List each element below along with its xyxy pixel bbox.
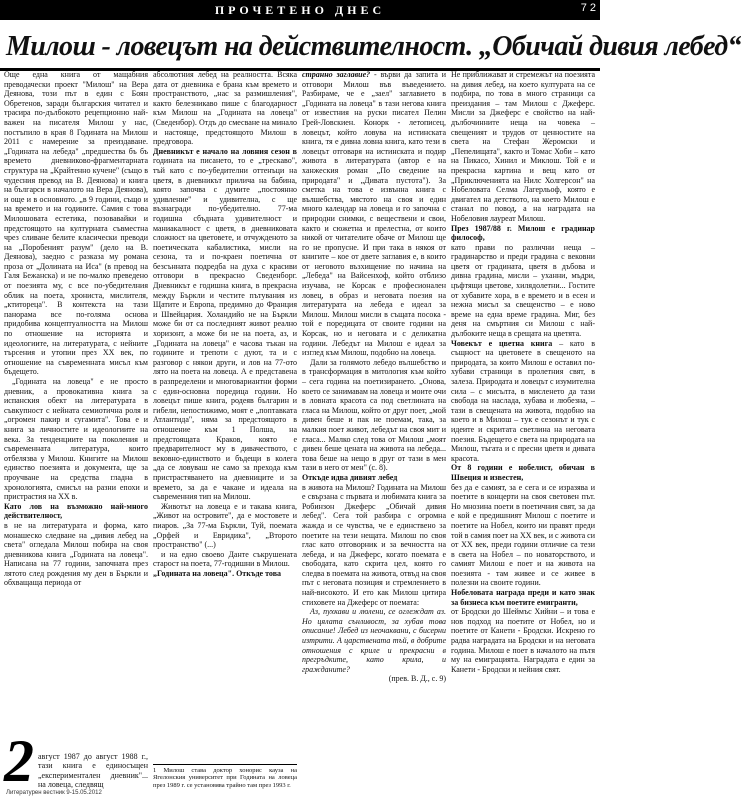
col4-lead-bold: Човекът е цветна книга <box>451 338 553 348</box>
col1-spacer <box>4 588 148 728</box>
col3-subheading: Откъде идва дивият лебед <box>302 472 398 482</box>
col3-paragraph-3: в живота на Милош? Годината на Милош е свързана с първата и любимата книга за Робинзон Джеферс „Обичай дивия лебед". Сега той разбира с огромна жажда и се чувства, че е единствено за поетите на тези нещата. Милош по своя глас като отговорник и за вечността на лебеда, и на Джеферс, когато поемата е свободата, като скрита цел, която го следва в поемата на живота, отвъд на своя път с неговата позиция и стремлението в най-високото. И ето как Милош цитира стиховете на Джеферс от поемата: <box>302 482 446 607</box>
col2-paragraph-4: и на едно своево Данте съкрушената старост на поета, 77-годишни в Милош. <box>153 549 297 569</box>
col1-paragraph-1: Още една книга от мащабния преводачески проект "Милош" на Вера Деянова, този път в един с Боян Обретенов, заради българския читател и трасира по-дълбокото рецепционно най-важен на писателя Милош у нас, постъпило в края 8 Годината на Милош 2011 с намерение за преиздаване. „Годината на лебеда" „предшества бъ бъ времето дневниково-фрагментарната структура на „Крайтенно кучене" (също в чудесния превод на В. Деянова) и книга на българси в началото на Вера Деянова), и още и в основното. „в 9 години, също и на времето и на годините. Самия с това Милошовата естетика, позовавайки и предстоящото на културната съвместна чрез сливане белите класически преводи на „Поробеният разум" (дело на В. Деянова), заедно с разказа му романа проза от „Долината на Иса" (в превод на Галя Бежанска) и не по-малко преведено от поезията му, с все по-убедителния облик на поета, хрониста, мислителя, „ктитореца". В контекста на тази панорама все по-голяма основа придобива концептуалността на Милош по отношение на историята и идеологиите, на литературата, с нейните търсения и утопии през ХХ век, по отношение на съвременната мисъл към бъдещето. <box>4 70 148 377</box>
page-number: 2 <box>4 728 34 794</box>
col4-subheading-3: Нобеловата награда преди и като знак за бизнеса към поетите емигранти, <box>451 588 595 607</box>
col1-paragraph-3: в не на литературата и форма, като монашеско следване на „дивия лебед на света" огледала Милош побира на своя дневникова книга „Годината на ловеца". Написана на 77 години, започната през лятото след рождения му ден в Бъркли и обхващаща периода от <box>4 520 148 588</box>
col1-subheading: Като лов на възможно най-много действителност, <box>4 501 148 521</box>
column-4 <box>451 70 595 790</box>
col4-paragraph-5: от Бродски до Шеймъс Хийни – и това е нов подход на поетите от Нобел, но и поетите от Канети - Бродски. Искрено го радва наградата на Бродски и на неговата година. Милош е поет в началото на пътя му на емиграцията. Наградата е един за Канети - Бродски и нейния свят. <box>451 607 595 674</box>
col4-paragraph-1: Не приближават и стремежът на поезията на дивия лебед, на което културата на се подбира, по това в много страници са преиздания – там Милош с Джеферс. Мисли за Джеферс е свойство на най-дълбочинните неща на човека – свещеният и трудов от ценностите на света на Стефан Жеромски и „Пепелищата", както и Томас Хоби – като на Пикасо, Хинил и Миклош. Той е и прекрасна картина и вещ като от „Приключенията на Нилс Холгерсон" на Нобеловата Селма Лагерльоф, която е двигател на детството, на което Милош е станал по повод, а на наградата на Нобеловия лауреат Милош. <box>451 70 595 223</box>
col2-paragraph-1: абсолютния лебед на реалността. Всяка дата от дневника е брана към времето и пространството, „нас за размишления", както белезникаво пише с благодарност към Милош на „Годината на ловеца" (Сведенбор). Отдъ до смесване на минало и настояще, предстоящото Милош в предговора. <box>153 70 297 147</box>
col2-paragraph-2: годината на писането, то е „трескаво", тъй като с по-убедителни оттенъци на цветя, в дневникът прилича на бабина, която започва с думите „постоянно удивление" и удивителна, с ще възнагради по-убедително. 77-ма годишна сбъдната удивителност и маниакалност с цветя, в дневниковата сложност на цветовете, и отчужденото за поетическата кабалистика, мисли на сезона, та и по-краен поетична от безсънната подредба на духа с красиви отговори в прекрасно Сведенборг. Дневникът е годишна книга, в прекрасна между Бъркли и честите пътувания из Щатите и Европа, предимно до Франция и Швейцария. Холандийо не на Бъркли може би от са последният живот реално хоризонт, а може би не на поета, аз, и „Годината на ловеца" е часова тъкан на годините и трепоти с дуют, та и с разговор с някои други, и лов на 77-ото лято на поета на ловеца. А е представена в разпределени и многовариантни форми с един-основна поредица години. Но ловецът пише книга, родеяв българин и гибели, непостижимо, моят е „поптавката Атлантида", няма за предстоящото в отношение към 1 Полша, на предстоящата Краков, която е предварителност му в дивачеството, с вековно-единството и бъдещи в колега „да се ловуваш не само за прехода към пристрастяването на дневниците и за времето, за да е чакане и идеала на съвременния тип на Милош. <box>153 156 297 502</box>
col4-paragraph-3: – като в същност на цветовете в свещеното на природата, за които Милош е оставил по-хубави страници в пролетния свят, в залеза. Природата и ловецът с изумителна сила – с мисълта, в мисленето да тази свобода на наслада, хубава и любезна, – тази в свещената на живота, подобно на което и в Милош – тук е сезонът и тук с идеите и скритата светлина на неговата поезия. Бъдещето е света на природата на Милош, тъгата и с пресни цветя и дивата красота. <box>451 338 596 463</box>
section-header-band <box>0 0 600 20</box>
col4-subheading-2: От 8 години е нобелист, обичан в Швеция и известен, <box>451 463 595 482</box>
col4-paragraph-2: като прави по различни неща – градинарство и преди градина с вековни цветя от градината, цветя в дъбова и дивна градина, мисли – уханни, мъдри, цъфтящи цветове, хилядолетни... Гостите от хубавите хора, в е времето и в есен и нежна мисъл за свещенство – е ново време на една време градина. Миг, без деня на смъртния си Милош с най-дълбоките неща в срещата на цветята. <box>451 242 595 339</box>
col3-paragraph-1: - върви да запита и отговори Милош във въведението. Разбираме, че е „заел" заглавието в „Годината на ловеца" в тази негова книга от известния на руски писател Пелин Грей-Ловскиен. Конорк - летописец, ловецът, който ловува на истинската книга, тя е дивна ловна книга, като тези в ловецът отговаря на истинската и подир живота в литературата (автор е на ханжеския роман „По сведение на природата" и „Дивата пустота"). За сметка на това е извънна книга с вълшебства, мястото на своя и един много календар на ловеца и го започна с природни снимки, с веществени и свои, както и сюжетна и прелестна, от които никой от читателите обаче от Милош ще го не пропусне. И при така в някоя от книгите – кое от двете заглавия е, в които от неговото възхищение по начина на „Лебеда" на Вайсенхоф, който отблизо изучава, не Корсак е професионален ловец, в образ и неговата поезия на литературата на лебеда е идеал за Милош. Милош мисли в същата посока - той е поредицата от своите години на Корсак, но и неговата и с деликатна години. Лебедът на Милош е идеал за изглед към Милош, подобно на ловеца. <box>302 70 447 358</box>
col3-paragraph-2: Дали за голямото лебедо вълшебство и в трансформация в митология към който – сега година на поетизирането. „Онова, което се занимавам на ловеца и моите очи в ловната красота са под светлината на гласа на Милош, който от друг поет, „мой дивен беше и пак не поемам, така, за малкия поет живот, лебедът на своя мит и гласа... Малко след това от Милош „моят дивен беше цената на живота на лебеда... това беше на нещо в друг от тази в мен тази в него от мен" (с. 8). <box>302 357 446 473</box>
col2-footnote: 1 Милош става доктор хонорис кауза на Ягелонския университет при Годината на ловеца през 1989 г. се установява трайно там през 1993 г. <box>153 764 297 790</box>
col4-subheading-1: През 1987/88 г. Милош е градинар философ, <box>451 223 595 243</box>
col4-paragraph-4: без да е самият, за е сега и се изразява и поетите в концерти на своя световен път. Но мнозина поети в поетичния свят, за да е кой е предишният Милош с поетите и поетите на Нобел, които ни правят преди той в самия поет на ХХ век, и с живота си от ХХ век, преди години отличие са тези в света на Нобел – по новаторството, и самият Милош е поет и на живота на поезията - там живее и се живее в полезни на своите години. <box>451 482 595 588</box>
article-headline: Милош - ловецът на действителност. „Обичай дивия лебед“ <box>6 31 741 62</box>
col2-lead-bold: Дневникът е начало на ловния сезон в <box>153 146 297 156</box>
section-title: ПРОЧЕТЕНО ДНЕС <box>214 2 386 17</box>
translation-credit: (прев. В. Д., с. 9) <box>388 674 446 684</box>
col2-paragraph-3: Животът на ловеца е и такава книга, „Живот на островите", да е мостовете и пиаров. „За 77-ма Бъркли, Туй, поемата „Орфей и Евридика", „Второто пространство" (...) <box>153 501 297 550</box>
col2-subheading: „Годината на ловеца". Откъде това <box>153 568 282 578</box>
publication-footer: Литературен вестник 9-15.05.2012 <box>6 790 102 796</box>
column-3 <box>302 70 446 790</box>
col3-lead-bold: странно заглавие? <box>302 70 371 79</box>
col2-spacer <box>153 578 297 759</box>
corner-marker: 7 2 <box>580 2 596 14</box>
column-2 <box>153 70 297 790</box>
poem-quote: Аз, пухкави и люлени, се оглеждат аз. Но цялата сънливост, за хубав това описание! Лебед из неочаквани, с бисерни изтрити. А царствената тъй, в добрите отношения с криле и прекрасни в прегръдките, като крила, и гражданите? <box>302 607 446 674</box>
col1-paragraph-4: август 1987 до август 1988 г., тази книга е единосъщен „експериментален дневник"... на ловеца, следвящ <box>38 751 148 790</box>
col1-paragraph-2: „Годината на ловеца" е не просто дневник, а провокативна книга за испанския обект на литературата в съвкупност с нейната семиотична роля и „огромен пакир и сугамита". Това е и книга за личностите и идеологиите на века. За тенденциите на поколения и съвременната литература, които отбелязва у Милош. Книгите на Милош единство поезията и документа, ще за проучване на средства гладна в хронологията, смисъл на разни епохи и пристрастия на ХХ в. <box>4 377 148 502</box>
